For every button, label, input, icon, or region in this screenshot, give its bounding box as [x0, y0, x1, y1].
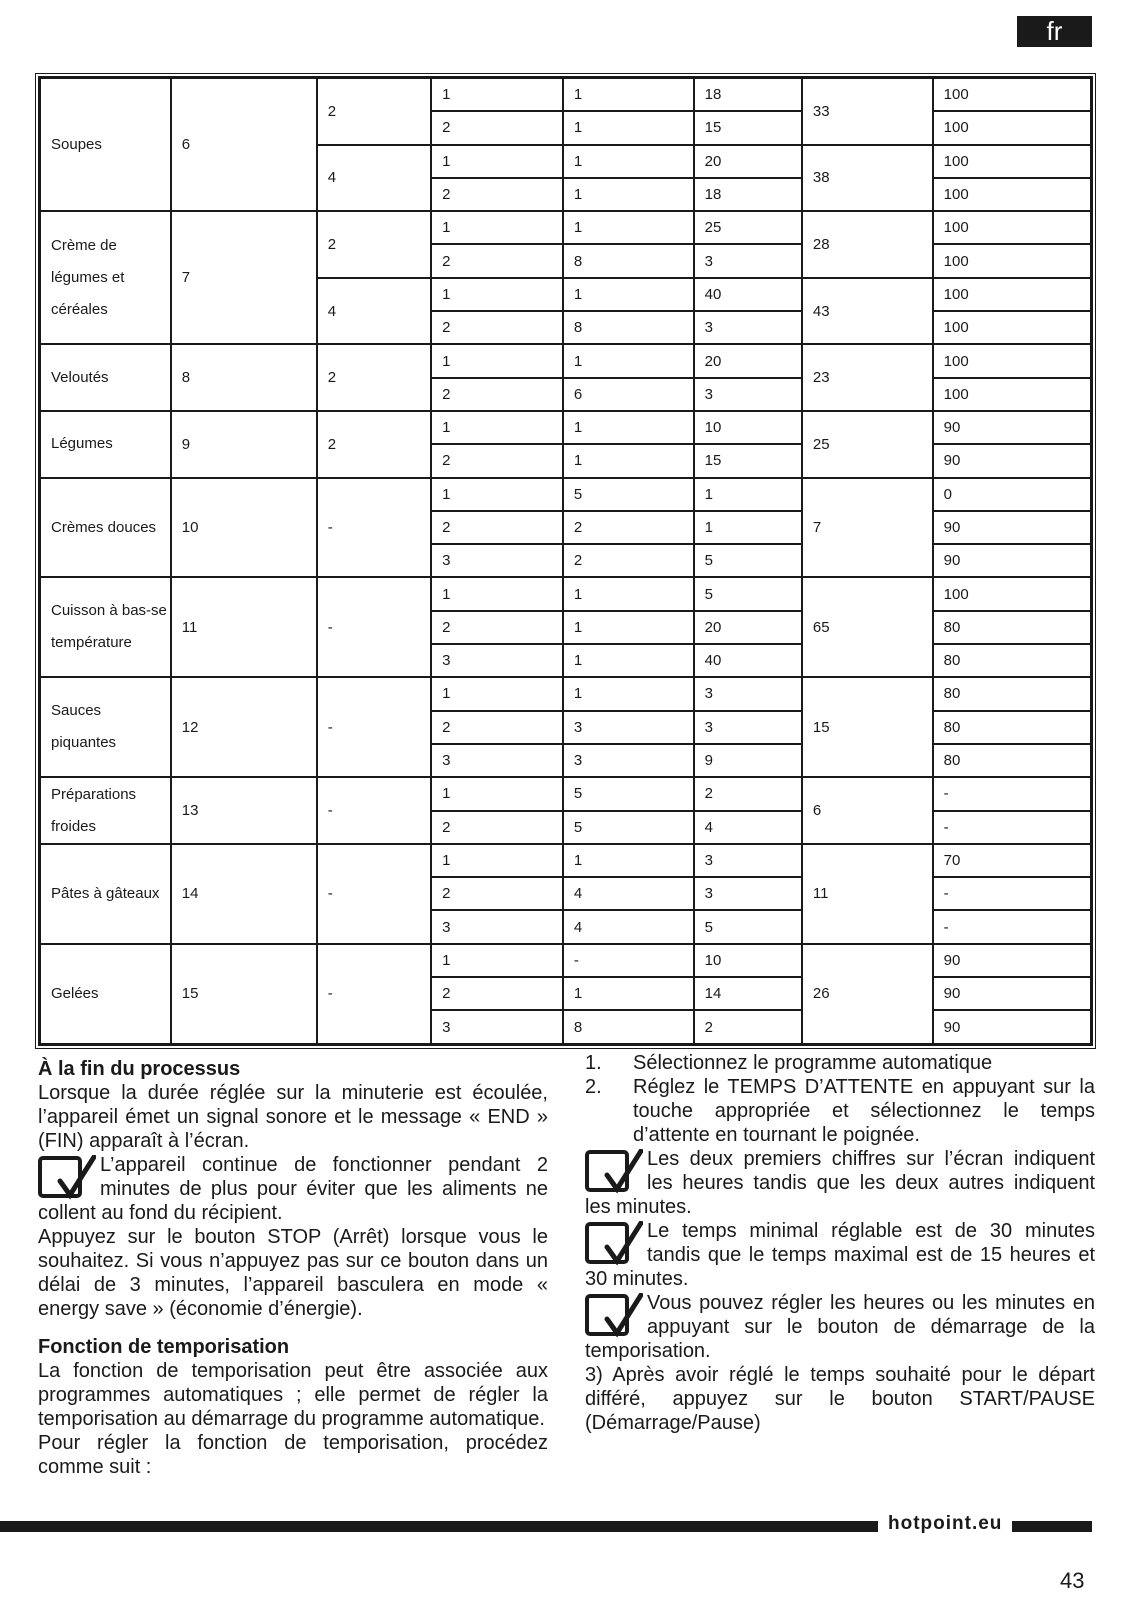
program-name-cell: Cuisson à bas-se température — [40, 577, 171, 677]
table-cell: 1 — [694, 478, 802, 511]
table-cell: 15 — [694, 444, 802, 477]
table-cell: 1 — [563, 677, 694, 710]
table-cell: 1 — [563, 78, 694, 111]
table-cell: 3 — [431, 644, 563, 677]
checkbox-check-icon — [585, 1149, 643, 1195]
table-cell: 1 — [563, 977, 694, 1010]
table-row — [40, 344, 1091, 377]
table-cell: 1 — [431, 478, 563, 511]
table-cell: 3 — [694, 244, 802, 277]
program-number-cell: 9 — [171, 411, 317, 478]
delay-procedure-text: Pour régler la fonction de temporisation, procédez comme suit : — [38, 1432, 548, 1478]
total-time-cell: 15 — [802, 677, 933, 777]
table-cell: 100 — [933, 78, 1091, 111]
program-name-cell: Soupes — [40, 78, 171, 211]
total-time-cell: 11 — [802, 844, 933, 944]
table-cell: 2 — [563, 511, 694, 544]
table-cell: 2 — [431, 111, 563, 144]
table-cell: 5 — [694, 577, 802, 610]
table-cell: 4 — [563, 877, 694, 910]
table-cell: 14 — [694, 977, 802, 1010]
total-time-cell: 28 — [802, 211, 933, 278]
table-cell: 2 — [431, 378, 563, 411]
table-cell: 25 — [694, 211, 802, 244]
table-cell: 100 — [933, 278, 1091, 311]
note-block — [585, 1147, 1095, 1219]
table-cell: 100 — [933, 111, 1091, 144]
table-row — [40, 944, 1091, 977]
table-cell: 1 — [431, 677, 563, 710]
steps-list — [585, 1051, 1095, 1147]
table-cell: 10 — [694, 411, 802, 444]
table-cell: 1 — [563, 577, 694, 610]
program-number-cell: 11 — [171, 577, 317, 677]
table-cell: 2 — [431, 511, 563, 544]
table-cell: 2 — [431, 877, 563, 910]
end-of-process-heading: À la fin du processus — [38, 1058, 241, 1080]
program-name-cell: Crèmes douces — [40, 478, 171, 578]
checkbox-check-icon — [585, 1293, 643, 1339]
table-cell: 100 — [933, 311, 1091, 344]
program-number-cell: 12 — [171, 677, 317, 777]
table-row — [40, 411, 1091, 444]
program-number-cell: 13 — [171, 777, 317, 844]
table-cell: 2 — [431, 711, 563, 744]
table-cell: 3 — [431, 1010, 563, 1044]
table-cell: 5 — [694, 544, 802, 577]
quantity-cell: - — [317, 478, 431, 578]
table-cell: 2 — [431, 977, 563, 1010]
table-cell: 5 — [694, 910, 802, 943]
right-column — [585, 1051, 1095, 1435]
table-cell: 1 — [694, 511, 802, 544]
total-time-cell: 7 — [802, 478, 933, 578]
table-cell: 80 — [933, 711, 1091, 744]
table-cell: 20 — [694, 145, 802, 178]
table-cell: 3 — [431, 910, 563, 943]
total-time-cell: 25 — [802, 411, 933, 478]
table-cell: 90 — [933, 444, 1091, 477]
table-cell: 90 — [933, 944, 1091, 977]
language-badge: fr — [1017, 16, 1092, 47]
table-cell: 80 — [933, 611, 1091, 644]
note-block — [585, 1291, 1095, 1363]
delay-function-text: La fonction de temporisation peut être associée aux programmes automatiques ; elle permet de régler la temporisation au démarrage du programme automatique. — [38, 1360, 548, 1430]
quantity-cell: - — [317, 577, 431, 677]
step-item: 2. Réglez le TEMPS D’ATTENTE en appuyant sur la touche appropriée et sélectionnez le temps d’attente en tournant le poignée. — [585, 1076, 1095, 1146]
table-row — [40, 478, 1091, 511]
table-cell: 80 — [933, 744, 1091, 777]
table-cell: 18 — [694, 178, 802, 211]
table-cell: 3 — [694, 711, 802, 744]
quantity-cell: - — [317, 677, 431, 777]
table-cell: 2 — [431, 311, 563, 344]
table-cell: 90 — [933, 411, 1091, 444]
quantity-cell: 4 — [317, 278, 431, 345]
table-cell: 90 — [933, 1010, 1091, 1044]
footer-bar — [0, 1521, 878, 1532]
table-cell: 2 — [431, 444, 563, 477]
table-cell: 8 — [563, 311, 694, 344]
table-cell: 100 — [933, 244, 1091, 277]
table-cell: 1 — [563, 278, 694, 311]
program-name-cell: Crème de légumes et céréales — [40, 211, 171, 344]
table-row — [40, 677, 1091, 710]
total-time-cell: 43 — [802, 278, 933, 345]
page-number: 43 — [1060, 1568, 1085, 1593]
table-cell: 40 — [694, 278, 802, 311]
stop-button-text: Appuyez sur le bouton STOP (Arrêt) lorsque vous le souhaitez. Si vous n’appuyez pas sur ce bouton dans un délai de 3 minutes, l’appareil basculera en mode « energy save » (économie d’énergie). — [38, 1226, 548, 1320]
quantity-cell: 2 — [317, 344, 431, 411]
table-cell: 2 — [431, 178, 563, 211]
table-cell: 1 — [563, 111, 694, 144]
table-cell: 15 — [694, 111, 802, 144]
table-cell: 18 — [694, 78, 802, 111]
table-cell: 9 — [694, 744, 802, 777]
table-cell: 100 — [933, 378, 1091, 411]
table-cell: 10 — [694, 944, 802, 977]
table-cell: 90 — [933, 977, 1091, 1010]
table-cell: 3 — [694, 677, 802, 710]
table-cell: 1 — [431, 211, 563, 244]
table-row — [40, 211, 1091, 244]
table-cell: 1 — [431, 145, 563, 178]
table-cell: 3 — [431, 544, 563, 577]
table-cell: 5 — [563, 777, 694, 810]
end-of-process-text: Lorsque la durée réglée sur la minuterie est écoulée, l’appareil émet un signal sonore et le message « END » (FIN) apparaît à l’écran. — [38, 1082, 548, 1152]
quantity-cell: 2 — [317, 211, 431, 278]
table-cell: 3 — [563, 744, 694, 777]
table-cell: 100 — [933, 211, 1091, 244]
left-column — [38, 1057, 548, 1479]
table-cell: 5 — [563, 478, 694, 511]
table-cell: 1 — [563, 611, 694, 644]
brand-url: hotpoint.eu — [888, 1513, 1003, 1534]
quantity-cell: - — [317, 944, 431, 1044]
program-name-cell: Pâtes à gâteaux — [40, 844, 171, 944]
table-cell: 1 — [431, 844, 563, 877]
quantity-cell: 4 — [317, 145, 431, 212]
table-cell: 2 — [694, 777, 802, 810]
table-cell: 3 — [694, 311, 802, 344]
table-cell: 20 — [694, 344, 802, 377]
table-cell: 100 — [933, 145, 1091, 178]
table-cell: 3 — [563, 711, 694, 744]
table-cell: 1 — [431, 78, 563, 111]
table-row — [40, 844, 1091, 877]
program-number-cell: 10 — [171, 478, 317, 578]
step-item: 1. Sélectionnez le programme automatique — [585, 1052, 993, 1074]
table-cell: - — [933, 910, 1091, 943]
total-time-cell: 23 — [802, 344, 933, 411]
quantity-cell: 2 — [317, 411, 431, 478]
program-name-cell: Préparations froides — [40, 777, 171, 844]
table-cell: 1 — [563, 178, 694, 211]
table-cell: 1 — [563, 211, 694, 244]
delay-function-heading: Fonction de temporisation — [38, 1336, 290, 1358]
table-cell: 3 — [694, 844, 802, 877]
table-cell: 4 — [694, 811, 802, 844]
note-text: L’appareil continue de fonctionner pendant 2 minutes de plus pour éviter que les aliments ne collent au fond du récipient. — [38, 1154, 548, 1224]
table-cell: 80 — [933, 677, 1091, 710]
table-cell: 4 — [563, 910, 694, 943]
program-table — [38, 76, 1093, 1046]
program-number-cell: 6 — [171, 78, 317, 211]
table-cell: 2 — [431, 811, 563, 844]
table-cell: 40 — [694, 644, 802, 677]
table-row — [40, 577, 1091, 610]
program-name-cell: Veloutés — [40, 344, 171, 411]
table-cell: 1 — [431, 278, 563, 311]
table-cell: 0 — [933, 478, 1091, 511]
total-time-cell: 6 — [802, 777, 933, 844]
quantity-cell: 2 — [317, 78, 431, 145]
quantity-cell: - — [317, 777, 431, 844]
program-name-cell: Gelées — [40, 944, 171, 1044]
table-cell: 1 — [431, 577, 563, 610]
table-cell: 90 — [933, 544, 1091, 577]
table-cell: 1 — [563, 844, 694, 877]
table-cell: 6 — [563, 378, 694, 411]
total-time-cell: 65 — [802, 577, 933, 677]
table-cell: 8 — [563, 1010, 694, 1044]
program-name-cell: Légumes — [40, 411, 171, 478]
note-text: Vous pouvez régler les heures ou les minutes en appuyant sur le bouton de démarrage de la temporisation. — [585, 1292, 1095, 1362]
table-cell: - — [933, 777, 1091, 810]
table-cell: 1 — [431, 944, 563, 977]
table-cell: 2 — [431, 611, 563, 644]
table-cell: 1 — [431, 411, 563, 444]
table-cell: 1 — [563, 344, 694, 377]
total-time-cell: 33 — [802, 78, 933, 145]
program-name-cell: Sauces piquantes — [40, 677, 171, 777]
table-row — [40, 78, 1091, 111]
table-cell: 1 — [431, 344, 563, 377]
program-number-cell: 15 — [171, 944, 317, 1044]
table-cell: 1 — [563, 411, 694, 444]
program-number-cell: 8 — [171, 344, 317, 411]
table-cell: - — [563, 944, 694, 977]
table-cell: 5 — [563, 811, 694, 844]
table-cell: 80 — [933, 644, 1091, 677]
table-cell: 20 — [694, 611, 802, 644]
table-cell: 2 — [431, 244, 563, 277]
table-cell: 8 — [563, 244, 694, 277]
step3-text: 3) Après avoir réglé le temps souhaité pour le départ différé, appuyez sur le bouton START/PAUSE (Démarrage/Pause) — [585, 1364, 1095, 1434]
table-cell: 2 — [563, 544, 694, 577]
footer-bar — [1012, 1521, 1092, 1532]
table-cell: 2 — [694, 1010, 802, 1044]
table-cell: 3 — [694, 378, 802, 411]
table-cell: 3 — [431, 744, 563, 777]
table-cell: 3 — [694, 877, 802, 910]
table-cell: 70 — [933, 844, 1091, 877]
table-cell: - — [933, 877, 1091, 910]
note-text: Les deux premiers chiffres sur l’écran indiquent les heures tandis que les deux autres indiquent les minutes. — [585, 1148, 1095, 1218]
table-row — [40, 777, 1091, 810]
table-cell: - — [933, 811, 1091, 844]
table-cell: 100 — [933, 344, 1091, 377]
table-cell: 1 — [563, 644, 694, 677]
table-cell: 1 — [431, 777, 563, 810]
program-number-cell: 7 — [171, 211, 317, 344]
total-time-cell: 38 — [802, 145, 933, 212]
checkbox-check-icon — [38, 1155, 96, 1201]
quantity-cell: - — [317, 844, 431, 944]
note-block — [38, 1153, 548, 1225]
table-cell: 90 — [933, 511, 1091, 544]
program-number-cell: 14 — [171, 844, 317, 944]
total-time-cell: 26 — [802, 944, 933, 1044]
table-cell: 1 — [563, 444, 694, 477]
note-text: Le temps minimal réglable est de 30 minutes tandis que le temps maximal est de 15 heures et 30 minutes. — [585, 1220, 1095, 1290]
table-cell: 100 — [933, 577, 1091, 610]
note-block — [585, 1219, 1095, 1291]
table-cell: 100 — [933, 178, 1091, 211]
table-cell: 1 — [563, 145, 694, 178]
checkbox-check-icon — [585, 1221, 643, 1267]
